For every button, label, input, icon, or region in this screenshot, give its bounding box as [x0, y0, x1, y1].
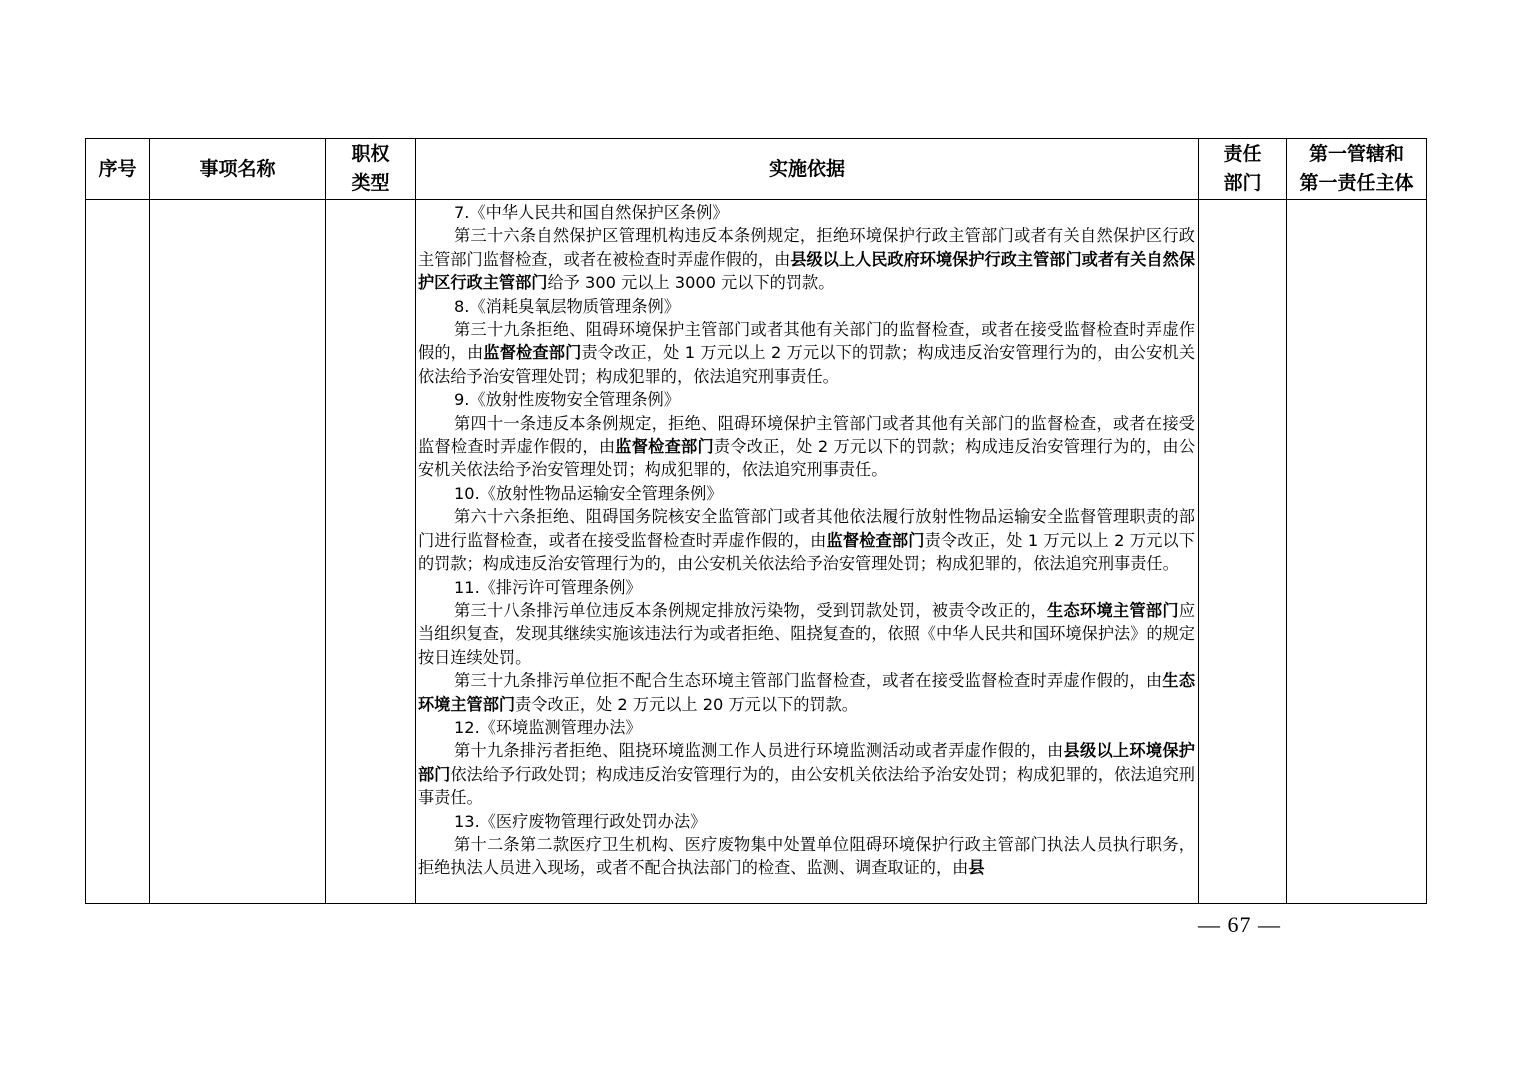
cell-item-name: [150, 200, 326, 904]
authority-table: [85, 138, 1427, 904]
regulation-article: [418, 599, 1195, 669]
paragraph-text: 第四十一条违反本条例规定，拒绝、阻碍环境保护主管部门或者其他有关部门的监督检查，或者在接受监督检查时弄虚作假的，由: [418, 413, 1195, 457]
paragraph-text: 责令改正，处 1 万元以上 2 万元以下的罚款；构成违反治安管理行为的，由公安机关依法给予治安管理处罚；构成犯罪的，依法追究刑事责任。: [418, 530, 1195, 574]
header-dept: [1199, 139, 1287, 200]
header-power-type-line2: 类型: [351, 172, 390, 194]
regulation-title: [418, 388, 1195, 411]
regulation-article: [418, 412, 1195, 482]
paragraph-text: 第十九条排污者拒绝、阻挠环境监测工作人员进行环境监测活动或者弄虚作假的，由: [454, 741, 1064, 761]
emphasized-authority: 监督检查部门: [615, 437, 714, 457]
paragraph-text: 第三十六条自然保护区管理机构违反本条例规定，拒绝环境保护行政主管部门或者有关自然保护区行政主管部门监督检查，或者在被检查时弄虚作假的，由: [418, 226, 1195, 269]
paragraph-text: 10.《放射性物品运输安全管理条例》: [454, 483, 723, 503]
paragraph-text: 13.《医疗废物管理行政处罚办法》: [454, 811, 707, 831]
header-dept-line2: 部门: [1223, 172, 1262, 194]
regulation-title: [418, 576, 1195, 599]
regulation-title: [418, 716, 1195, 739]
paragraph-text: 责令改正，处 1 万元以上 2 万元以下的罚款；构成违反治安管理行为的，由公安机关依法给予治安管理处罚；构成犯罪的，依法追究刑事责任。: [418, 343, 1196, 386]
emphasized-authority: 监督检查部门: [483, 343, 582, 363]
emphasized-authority: 监督检查部门: [826, 530, 925, 550]
regulation-article: [418, 739, 1195, 809]
paragraph-text: 8.《消耗臭氧层物质管理条例》: [454, 296, 680, 316]
regulation-article: [418, 224, 1195, 294]
header-jurisdiction-line1: 第一管辖和: [1308, 143, 1404, 165]
cell-seq: [86, 200, 150, 904]
cell-dept: [1199, 200, 1287, 904]
paragraph-text: 第六十六条拒绝、阻碍国务院核安全监管部门或者其他依法履行放射性物品运输安全监督管理职责的部门进行监督检查，或者在接受监督检查时弄虚作假的，由: [418, 507, 1195, 550]
emphasized-authority: 县: [968, 858, 985, 878]
paragraph-text: 11.《排污许可管理条例》: [454, 577, 642, 597]
header-jurisdiction: [1287, 139, 1427, 200]
paragraph-text: 12.《环境监测管理办法》: [454, 717, 642, 737]
paragraph-text: 第三十九条拒绝、阻碍环境保护主管部门或者其他有关部门的监督检查，或者在接受监督检查时弄虚作假的，由: [418, 320, 1195, 363]
header-item-name: 事项名称: [150, 139, 326, 200]
emphasized-authority: 生态环境主管部门: [418, 671, 1196, 714]
paragraph-text: 7.《中华人民共和国自然保护区条例》: [454, 203, 729, 222]
regulation-title: [418, 810, 1195, 833]
cell-jurisdiction: [1287, 200, 1427, 904]
regulation-article: [418, 669, 1195, 716]
paragraph-text: 责令改正，处 2 万元以下的罚款；构成违反治安管理行为的，由公安机关依法给予治安管理处罚；构成犯罪的，依法追究刑事责任。: [418, 437, 1196, 480]
regulation-article: [418, 318, 1195, 388]
regulation-title: [418, 482, 1195, 505]
header-power-type: [326, 139, 416, 200]
table-row: [86, 200, 1427, 904]
regulation-article: [418, 833, 1195, 880]
basis-text: [416, 200, 1198, 880]
emphasized-authority: 县级以上环境保护部门: [418, 741, 1195, 784]
table-header-row: [86, 139, 1427, 200]
emphasized-authority: 县级以上人民政府环境保护行政主管部门或者有关自然保护区行政主管部门: [418, 249, 1195, 293]
paragraph-text: 依法给予行政处罚；构成违反治安管理行为的，由公安机关依法给予治安处罚；构成犯罪的，依法追究刑事责任。: [418, 764, 1195, 808]
page-number: — 67 —: [1198, 912, 1281, 937]
paragraph-text: 责令改正，处 2 万元以上 20 万元以下的罚款。: [515, 694, 858, 714]
paragraph-text: 9.《放射性废物安全管理条例》: [454, 390, 680, 410]
cell-power-type: [326, 200, 416, 904]
header-basis: 实施依据: [416, 139, 1199, 200]
regulation-title: [418, 201, 1195, 224]
paragraph-text: 第十二条第二款医疗卫生机构、医疗废物集中处置单位阻碍环境保护行政主管部门执法人员执行职务，拒绝执法人员进入现场，或者不配合执法部门的检查、监测、调查取证的，由: [418, 834, 1195, 878]
cell-basis: [416, 200, 1199, 904]
header-power-type-line1: 职权: [351, 143, 390, 165]
paragraph-text: 给予 300 元以上 3000 元以下的罚款。: [547, 273, 835, 293]
emphasized-authority: 生态环境主管部门: [1047, 600, 1179, 620]
paragraph-text: 第三十八条排污单位违反本条例规定排放污染物，受到罚款处罚，被责令改正的，: [454, 600, 1048, 620]
regulation-article: [418, 505, 1195, 575]
regulation-title: [418, 295, 1195, 318]
paragraph-text: 第三十九条排污单位拒不配合生态环境主管部门监督检查，或者在接受监督检查时弄虚作假的，由: [454, 671, 1163, 691]
header-seq: 序号: [86, 139, 150, 200]
header-jurisdiction-line2: 第一责任主体: [1299, 172, 1414, 194]
header-dept-line1: 责任: [1223, 143, 1262, 165]
paragraph-text: 应当组织复查，发现其继续实施该违法行为或者拒绝、阻挠复查的，依照《中华人民共和国环境保护法》的规定按日连续处罚。: [418, 600, 1196, 667]
